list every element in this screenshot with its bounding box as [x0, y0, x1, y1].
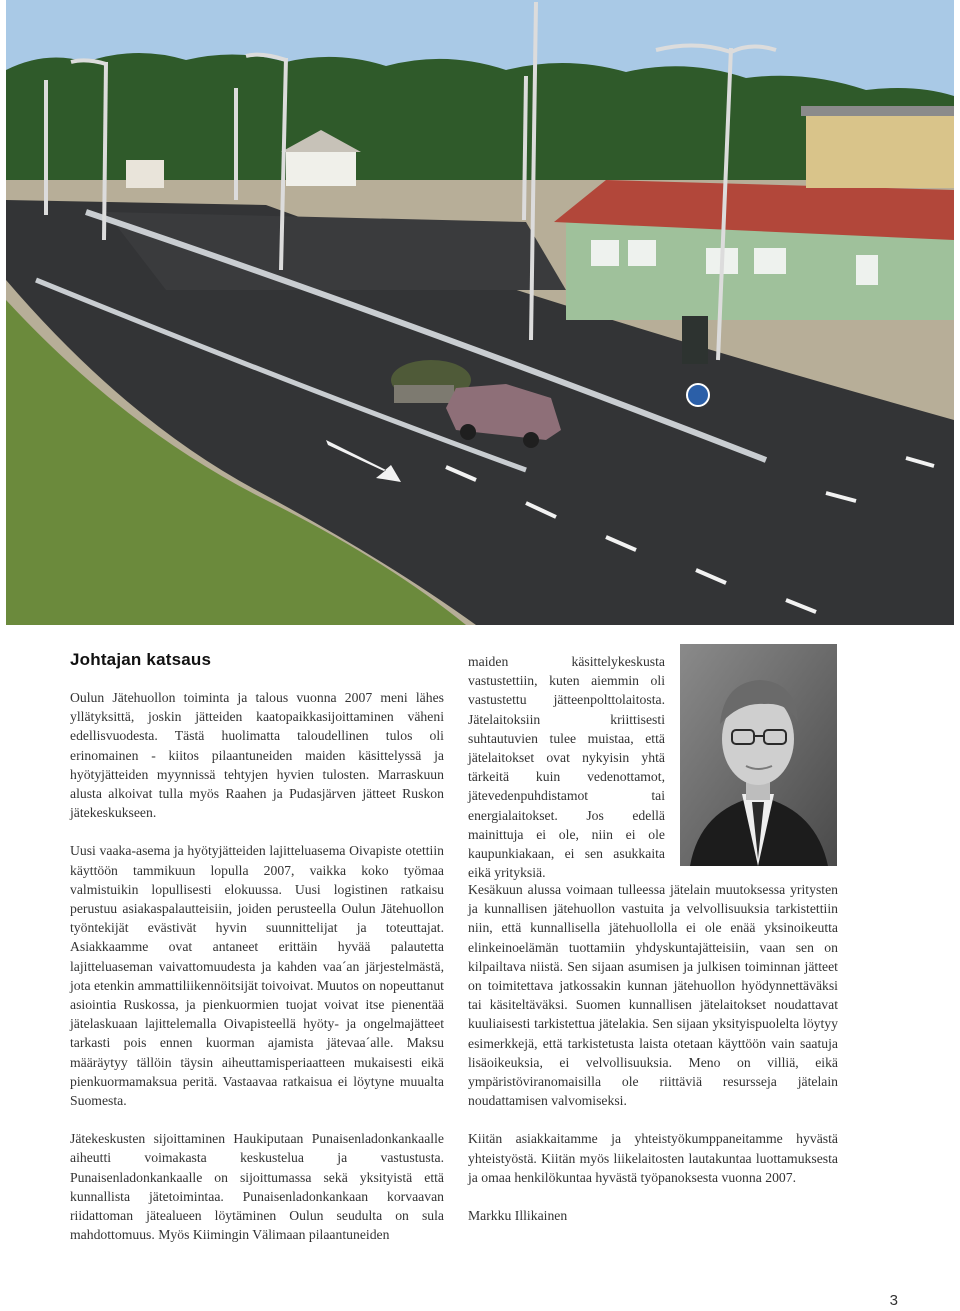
body-paragraph: Kiitän asiakkaitamme ja yhteistyökumppaneitamme hyvästä yhteistyöstä. Kiitän myös liikelaitosten lautakuntaa luottamuksesta ja omaa henkilökuntaa hyvästä työpanoksesta vuonna 2007.: [468, 1131, 838, 1185]
page-title: Johtajan katsaus: [70, 650, 212, 669]
author-signature: Markku Illikainen: [468, 1208, 568, 1224]
waste-station-photo: [6, 0, 954, 625]
body-paragraph: Oulun Jätehuollon toiminta ja talous vuonna 2007 meni lähes yllätyksittä, joskin jätteiden kaatopaikkasijoittaminen väheni edellisvuodesta. Tästä huolimatta taloudellinen tulos oli erinomainen - kiitos pilaantuneiden maiden käsittelyssä ja hyötyjätteiden myynnissä tehtyjen hyvien tulosten. Marraskuun alusta alkoivat tulla myös Raahen ja Pudasjärven jätteet Ruskon jätekeskukseen.: [70, 690, 444, 821]
body-paragraph: Jätekeskusten sijoittaminen Haukiputaan Punaisenladonkankaalle aiheutti voimakasta keskustelua ja vastustusta. Punaisenladonkankaalle on sijoittumassa sekä yksityistä että kunnallista jätetoimintaa. Punaisenladonkankaan korvaavan riidattoman jätealueen löytäminen Oulun seudulta on sula mahdottomuus. Myös Kiimingin Välimaan pilaantuneiden: [70, 1131, 444, 1243]
left-text-column: [70, 688, 444, 1263]
body-paragraph: Uusi vaaka-asema ja hyötyjätteiden lajitteluasema Oivapiste otettiin käyttöön tammikuun lopulla 2007, vaikka koko työmaa valmistuikin lopullisesti elokuussa. Uusi logistinen ratkaisu perustuu asiakaspalautteisiin, joiden perusteella Oulun Jätehuollon työntekijät evästivät hyvin suunnittelijat ja toteuttajat. Asiakkaamme ovat antaneet erittäin hyvää palautetta lajitteluaseman vaivattomuudesta ja kahden vaa´an järjestelmästä, jota etenkin ammattiliikennöitsijät toivoivat. Muutos on nopeuttanut asiointia Ruskossa, ja pienkuormien tuojat voivat itse pienentää jätelaskuaan lajittelemalla Oivapisteellä hyöty- ja ongelmajätteet tarkasti pois ennen kuorman ajamista jätevaa´alle. Maksu määräytyy tällöin täysin aiheuttamisperiaatteen mukaisesti eikä pienkuormamaksua peritä. Vastaavaa ratkaisua ei löytyne muualta Suomesta.: [70, 843, 444, 1109]
body-paragraph: Kesäkuun alussa voimaan tulleessa jätelain muutoksessa yritysten ja kunnallisen jätehuollon vastuita ja velvollisuuksia tarkistettiin niin, että kunnallisella jätehuollolla ei ole enää yksinoikeutta elinkeinoelämän tuottamiin yhdyskuntajätteisiin, vaan sen on kilpailtava niistä. Sen sijaan asumisen ja julkisen toiminnan jätteet on toimitettava jatkossakin kunnan jätehuollon hyödynnettäväksi tai käsiteltäväksi. Suomen kunnallisen jätelaitokset noudattavat kuuliaisesti tarkistettua jätelakia. Sen sijaan yksityispuolelta löytyy esimerkkejä, että tarkistetusta laista otetaan käyttöön vain saatuja lisäoikeuksia, ei velvollisuuksia. Meno on villiä, eikä ympäristöviranomaisilla ole riittäviä resursseja jätelain noudattamisen valvomiseksi.: [468, 882, 838, 1109]
body-paragraph: maiden käsittelykeskusta vastustettiin, kuten aiemmin oli vastustettu jätteenpolttolaitosta. Jätelaitoksiin kriittisesti suhtautuvien tulee muistaa, että jätelaitokset ovat nykyisin yhtä tärkeitä kuin vedenottamot, jätevedenpuhdistamot tai energialaitokset. Jos edellä mainittuja ei ole, niin ei ole kaupunkiakaan, ei sen asukkaita eikä yrityksiä.: [468, 654, 665, 881]
right-text-column: [468, 880, 838, 1225]
right-top-text-column: [468, 652, 665, 901]
page-number: 3: [889, 1292, 898, 1309]
author-portrait: [680, 644, 837, 866]
